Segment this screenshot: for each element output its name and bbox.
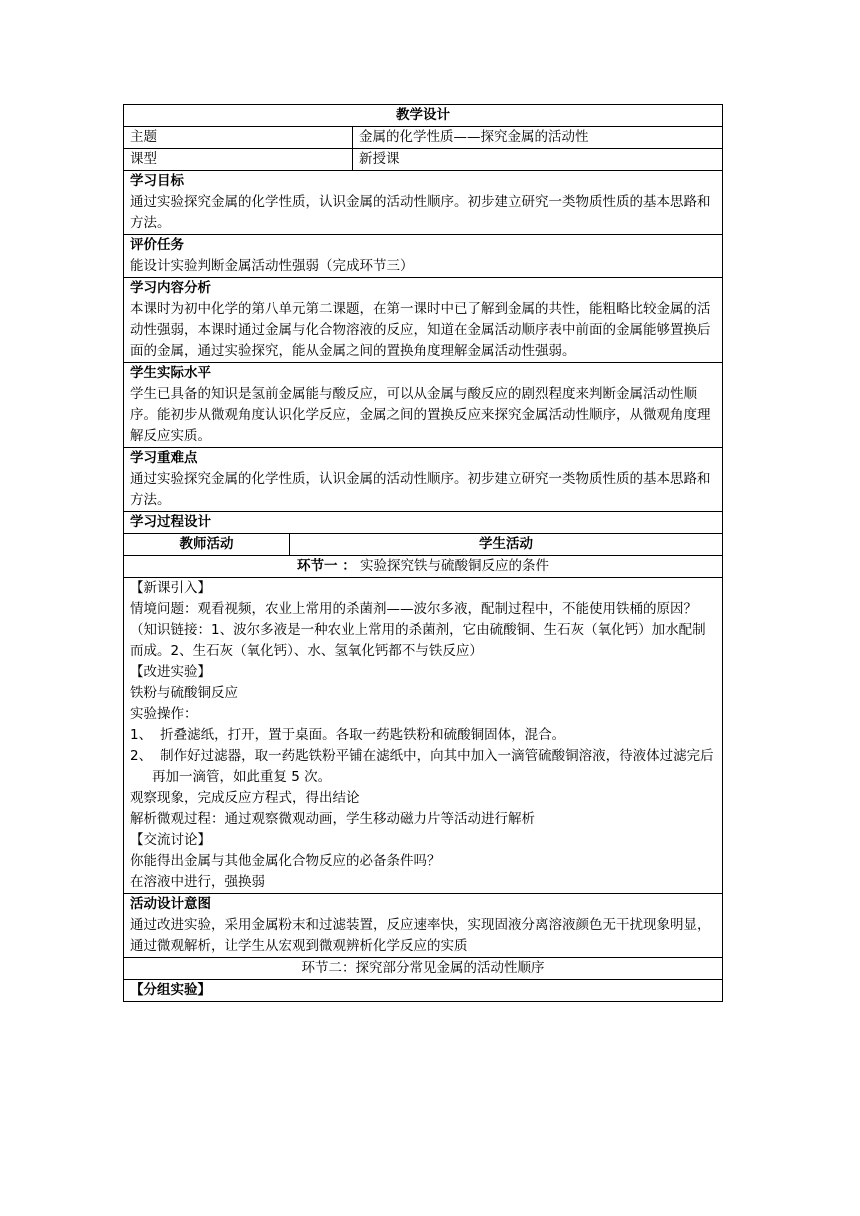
student-level-heading: 学生实际水平 [130,365,211,381]
type-label: 课型 [124,149,353,171]
objectives-heading: 学习目标 [130,173,184,189]
teacher-activity-header: 教师活动 [124,534,290,556]
info-row-type [124,149,723,171]
student-activity-header: 学生活动 [290,534,723,556]
stage1-label: 环节一 ： [297,558,356,574]
title-row [124,105,723,127]
key-points-row [124,448,723,512]
lesson-plan-table [123,104,723,1002]
intro-tag: 【新课引入】 [130,580,211,596]
assessment-text: 能设计实验判断金属活动性强弱（完成环节三） [130,258,414,274]
content-analysis-heading: 学习内容分析 [130,280,211,296]
step-number: 2、 [130,748,153,764]
key-points-heading: 学习重难点 [130,450,198,466]
step-item [130,725,716,746]
topic-label: 主题 [124,127,353,149]
objectives-row [124,171,723,235]
design-intent-text: 通过改进实验，采用金属粉末和过滤装置，反应速率快，实现固液分离溶液颜色无干扰现象明显，通过微观解析，让学生从宏观到微观辨析化学反应的实质 [130,917,711,954]
assessment-heading: 评价任务 [130,237,184,253]
steps-label: 实验操作： [130,706,198,722]
step-text: 制作好过滤器，取一药匙铁粉平铺在滤纸中，向其中加入一滴管硫酸铜溶液，待液体过滤完后再加一滴管，如此重复 5 次。 [152,748,714,785]
stage2-title-row [124,958,723,980]
improve-experiment-name: 铁粉与硫酸铜反应 [130,685,238,701]
stage2-title: 环节二：探究部分常见金属的活动性顺序 [124,958,723,980]
student-level-row [124,363,723,448]
group-experiment-tag: 【分组实验】 [124,980,723,1002]
lesson-plan-page [123,104,722,1002]
discuss-tag: 【交流讨论】 [130,832,211,848]
knowledge-link: （知识链接：1、波尔多液是一种农业上常用的杀菌剂，它由硫酸铜、生石灰（氧化钙）加水配制而成。2、生石灰（氧化钙）、水、氢氧化钙都不与铁反应） [130,622,706,659]
content-analysis-row [124,278,723,363]
step-text: 折叠滤纸，打开，置于桌面。各取一药匙铁粉和硫酸铜固体，混合。 [160,727,566,743]
stage1-title: 实验探究铁与硫酸铜反应的条件 [360,558,549,574]
intro-question: 情境问题：观看视频，农业上常用的杀菌剂——波尔多液，配制过程中，不能使用铁桶的原因？ [130,601,697,617]
column-header-row [124,534,723,556]
micro-analysis-text: 解析微观过程：通过观察微观动画，学生移动磁力片等活动进行解析 [130,811,535,827]
objectives-text: 通过实验探究金属的化学性质，认识金属的活动性顺序。初步建立研究一类物质性质的基本思路和方法。 [130,194,711,231]
discuss-question: 你能得出金属与其他金属化合物反应的必备条件吗？ [130,853,441,869]
key-points-text: 通过实验探究金属的化学性质，认识金属的活动性顺序。初步建立研究一类物质性质的基本思路和方法。 [130,471,711,508]
step-number: 1、 [130,727,153,743]
discuss-answer: 在溶液中进行，强换弱 [130,874,265,890]
stage2-content-row [124,980,723,1002]
design-intent-heading: 活动设计意图 [130,896,211,912]
improve-tag: 【改进实验】 [130,664,211,680]
topic-value: 金属的化学性质——探究金属的活动性 [353,127,723,149]
step-item [130,746,716,788]
stage1-content-row [124,578,723,894]
content-analysis-text: 本课时为初中化学的第八单元第二课题，在第一课时中已了解到金属的共性，能粗略比较金属的活动性强弱，本课时通过金属与化合物溶液的反应，知道在金属活动顺序表中前面的金属能够置换后面的金属，通过实验探究，能从金属之间的置换角度理解金属活动性强弱。 [130,301,711,359]
observe-text: 观察现象，完成反应方程式，得出结论 [130,790,360,806]
process-heading: 学习过程设计 [124,512,723,534]
info-row-topic [124,127,723,149]
stage1-title-row [124,556,723,578]
process-heading-row [124,512,723,534]
student-level-text: 学生已具备的知识是氢前金属能与酸反应，可以从金属与酸反应的剧烈程度来判断金属活动性顺序。能初步从微观角度认识化学反应，金属之间的置换反应来探究金属活动性顺序，从微观角度理解反应实质。 [130,386,711,444]
table-title: 教学设计 [124,105,723,127]
design-intent-row [124,894,723,958]
type-value: 新授课 [353,149,723,171]
assessment-row [124,235,723,278]
